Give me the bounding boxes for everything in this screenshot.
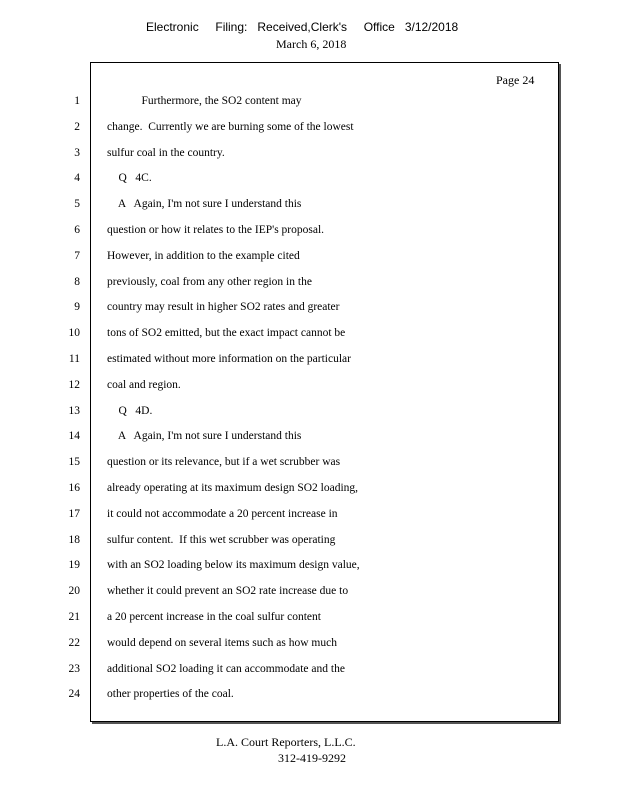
transcript-line: with an SO2 loading below its maximum design value,: [107, 559, 360, 572]
line-number: 21: [68, 611, 80, 623]
transcript-page-frame: [90, 62, 559, 722]
line-number: 24: [68, 688, 80, 701]
line-number: 19: [68, 559, 80, 572]
line-number: 7: [74, 249, 80, 262]
transcript-line: question or its relevance, but if a wet scrubber was: [107, 456, 341, 469]
transcript-line: estimated without more information on the particular: [107, 353, 351, 365]
transcript-line: Q 4D.: [107, 404, 153, 417]
line-number: 18: [68, 533, 80, 546]
line-number: 16: [68, 482, 80, 494]
transcript-line: would depend on several items such as how much: [107, 636, 337, 649]
line-number: 15: [68, 456, 80, 469]
transcript-line: sulfur coal in the country.: [107, 146, 225, 159]
line-number: 10: [68, 327, 80, 340]
transcript-line: additional SO2 loading it can accommodate and the: [107, 662, 345, 675]
transcript-line: already operating at its maximum design SO2 loading,: [107, 482, 359, 494]
transcript-line: However, in addition to the example cited: [107, 249, 300, 262]
transcript-line: it could not accommodate a 20 percent increase in: [107, 507, 338, 520]
line-number: 4: [74, 172, 80, 185]
transcript-line: Q 4C.: [107, 172, 152, 185]
transcript-line: sulfur content. If this wet scrubber was operating: [107, 533, 336, 546]
line-number: 12: [68, 378, 80, 391]
transcript-line: A Again, I'm not sure I understand this: [107, 430, 302, 443]
line-number: 13: [68, 404, 80, 417]
page-label: Page 24: [496, 73, 535, 87]
line-number: 8: [74, 275, 80, 288]
transcript-line: country may result in higher SO2 rates and greater: [107, 301, 340, 314]
line-number: 2: [74, 120, 80, 133]
transcript-line: previously, coal from any other region in the: [107, 275, 312, 288]
line-number: 11: [68, 353, 80, 365]
transcript-line: change. Currently we are burning some of the lowest: [107, 120, 354, 133]
line-number: 9: [74, 301, 80, 314]
line-number: 3: [74, 146, 80, 159]
transcript-line: A Again, I'm not sure I understand this: [107, 198, 302, 211]
line-number: 6: [74, 224, 80, 236]
line-number: 14: [68, 430, 80, 443]
transcript-line: whether it could prevent an SO2 rate increase due to: [107, 585, 349, 598]
transcript-line: question or how it relates to the IEP's proposal.: [107, 224, 325, 236]
transcript-date: March 6, 2018: [276, 37, 347, 51]
transcript-line: tons of SO2 emitted, but the exact impact cannot be: [107, 327, 346, 340]
transcript-line: a 20 percent increase in the coal sulfur content: [107, 611, 321, 623]
transcript-line: Furthermore, the SO2 content may: [107, 95, 302, 107]
footer-company: L.A. Court Reporters, L.L.C.: [216, 735, 356, 749]
transcript-line: other properties of the coal.: [107, 688, 234, 701]
footer-phone: 312-419-9292: [278, 751, 346, 765]
line-number: 5: [74, 198, 80, 211]
line-number: 23: [68, 662, 80, 675]
filing-stamp: Electronic Filing: Received,Clerk's Office 3/12/2018: [146, 20, 459, 34]
line-number: 17: [68, 507, 80, 520]
line-number: 1: [74, 95, 80, 107]
line-number: 20: [68, 585, 80, 598]
line-number: 22: [68, 636, 80, 649]
transcript-line: coal and region.: [107, 378, 181, 391]
